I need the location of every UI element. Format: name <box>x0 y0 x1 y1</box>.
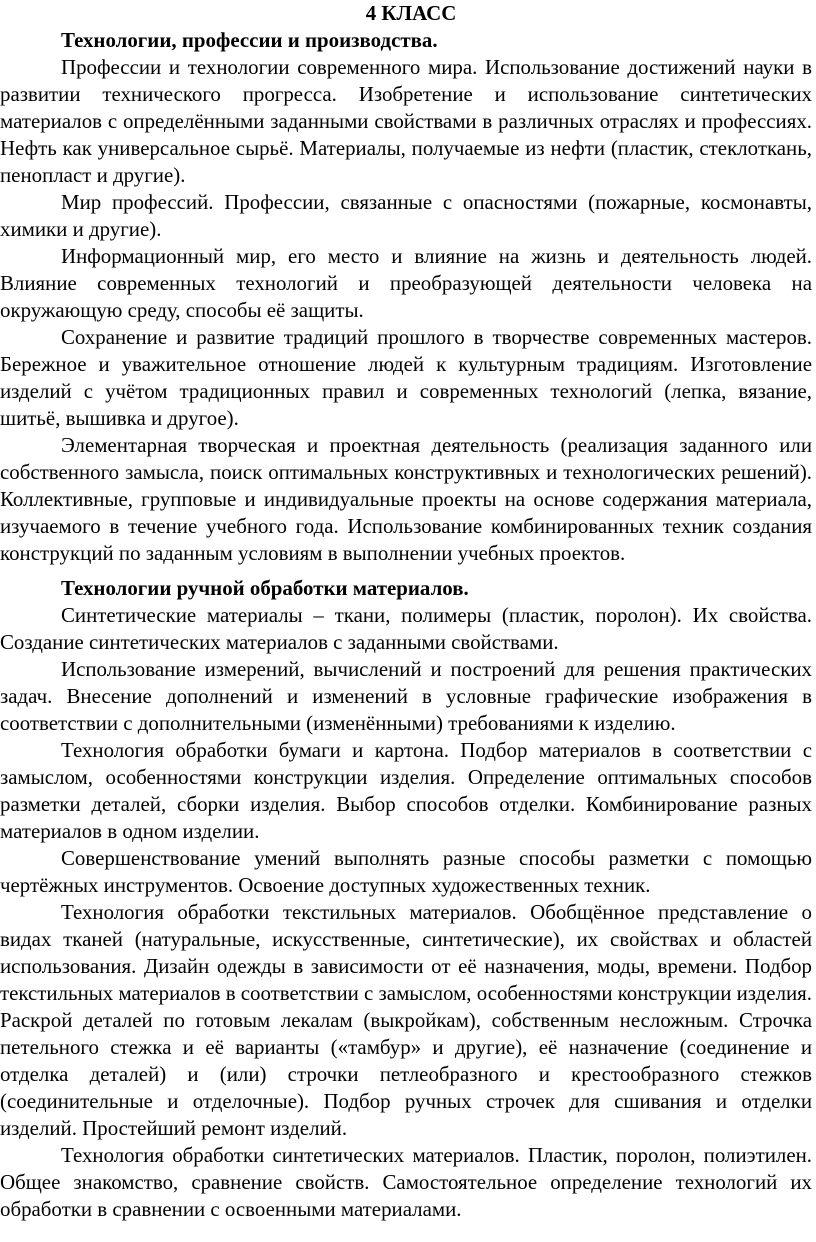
paragraph: Совершенствование умений выполнять разные способы разметки с помощью чертёжных инструментов. Освоение доступных художественных техник. <box>0 846 812 897</box>
paragraph: Информационный мир, его место и влияние на жизнь и деятельность людей. Влияние современных технологий и преобразующей деятельности человека на окружающую среду, способы её защиты. <box>0 244 812 322</box>
paragraph: Технология обработки синтетических материалов. Пластик, поролон, полиэтилен. Общее знакомство, сравнение свойств. Самостоятельное определение технологий их обработки в сравнении с освоенными материалами. <box>0 1143 812 1221</box>
section-heading-technologies-professions: Технологии, профессии и производства. <box>61 28 438 52</box>
paragraph: Технология обработки текстильных материалов. Обобщённое представление о видах тканей (натуральные, искусственные, синтетические), их свойствах и областей использования. Дизайн одежды в зависимости от её назначения, моды, времени. Подбор текстильных материалов в соответствии с замыслом, особенностями конструкции изделия. Раскрой деталей по готовым лекалам (выкройкам), собственным несложным. Строчка петельного стежка и её варианты («тамбур» и другие), её назначение (соединение и отделка деталей) и (или) строчки петлеобразного и крестообразного стежков (соединительные и отделочные). Подбор ручных строчек для сшивания и отделки изделий. Простейший ремонт изделий. <box>0 900 813 1140</box>
paragraph: Сохранение и развитие традиций прошлого в творчестве современных мастеров. Бережное и уважительное отношение людей к культурным традициям. Изготовление изделий с учётом традиционных правил и современных технологий (лепка, вязание, шитьё, вышивка и другое). <box>0 325 812 430</box>
section-heading-manual-processing: Технологии ручной обработки материалов. <box>61 576 469 600</box>
paragraph: Использование измерений, вычислений и построений для решения практических задач. Внесение дополнений и изменений в условные графические изображения в соответствии с дополнительными (изменёнными) требованиями к изделию. <box>0 657 812 735</box>
paragraph: Профессии и технологии современного мира. Использование достижений науки в развитии технического прогресса. Изобретение и использование синтетических материалов с определёнными заданными свойствами в различных отраслях и профессиях. Нефть как универсальное сырьё. Материалы, получаемые из нефти (пластик, стеклоткань, пенопласт и другие). <box>0 55 812 187</box>
page-title: 4 КЛАСС <box>365 1 457 25</box>
paragraph: Мир профессий. Профессии, связанные с опасностями (пожарные, космонавты, химики и другие). <box>0 190 812 241</box>
paragraph: Элементарная творческая и проектная деятельность (реализация заданного или собственного замысла, поиск оптимальных конструктивных и технологических решений). Коллективные, групповые и индивидуальные проекты на основе содержания материала, изучаемого в течение учебного года. Использование комбинированных техник создания конструкций по заданным условиям в выполнении учебных проектов. <box>0 433 812 565</box>
paragraph: Синтетические материалы – ткани, полимеры (пластик, поролон). Их свойства. Создание синтетических материалов с заданными свойствами. <box>0 603 812 654</box>
paragraph: Технология обработки бумаги и картона. Подбор материалов в соответствии с замыслом, особенностями конструкции изделия. Определение оптимальных способов разметки деталей, сборки изделия. Выбор способов отделки. Комбинирование разных материалов в одном изделии. <box>0 738 812 843</box>
